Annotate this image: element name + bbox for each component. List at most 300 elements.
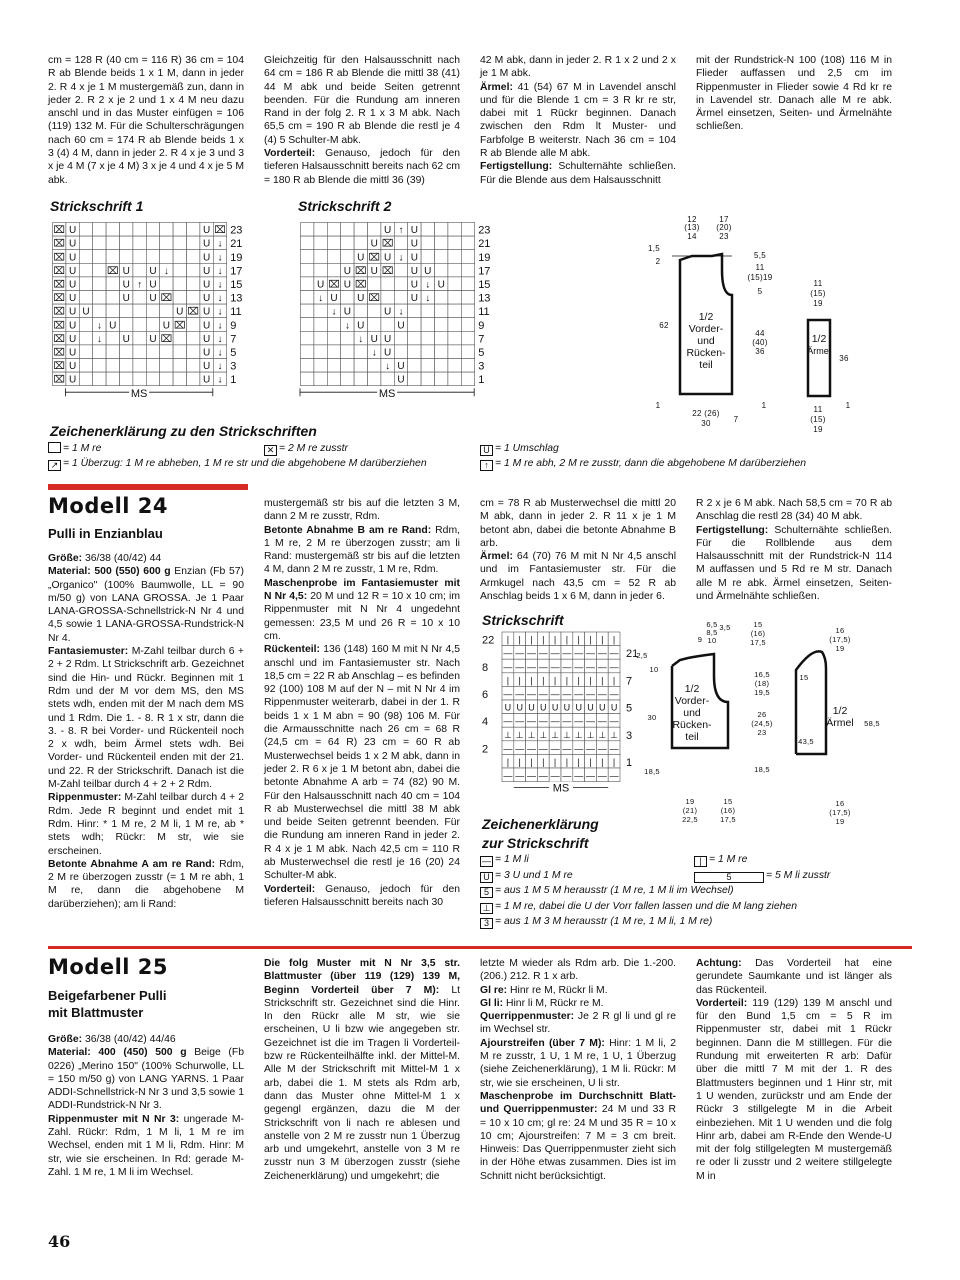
chart-cell	[461, 331, 474, 345]
chart-cell	[120, 304, 133, 318]
paragraph-label: Querrippenmuster:	[480, 1011, 575, 1023]
model24-col1	[48, 552, 244, 911]
stitch-symbol: ↓	[217, 306, 223, 318]
paragraph-label: Vorderteil:	[264, 883, 316, 895]
chart-cell	[381, 277, 394, 291]
stitch-symbol: U	[516, 702, 523, 713]
stitch-symbol: ⌧	[53, 225, 65, 237]
paragraph-label: Material: 500 (550) 600 g	[48, 566, 171, 578]
chart-cell	[173, 263, 186, 277]
chart-cell	[314, 250, 327, 264]
chart-cell	[160, 223, 173, 237]
stitch-symbol: ⌧	[214, 225, 226, 237]
stitch-symbol: —	[597, 648, 607, 659]
chart-cell	[435, 250, 448, 264]
chart-cell	[435, 223, 448, 237]
chart-cell	[408, 331, 421, 345]
dim-label: 7	[733, 415, 739, 424]
paragraph-label: Betonte Abnahme B am re Rand:	[264, 524, 432, 536]
stitch-symbol: —	[550, 743, 560, 754]
stitch-symbol: —	[562, 648, 572, 659]
row-number: 11	[230, 306, 242, 319]
paragraph-text: letzte M wieder als Rdm arb. Die 1.-200. (206.) 212. R 1 x arb.	[480, 958, 676, 983]
legend1-title: Zeichenerklärung zu den Strickschriften	[50, 423, 317, 439]
stitch-symbol: ↓	[217, 252, 223, 264]
dim-label: (15)	[810, 415, 826, 424]
legend-title-line: zur Strickschrift	[482, 835, 589, 851]
chart-cell	[120, 345, 133, 359]
chart-cell	[133, 250, 146, 264]
dim-label: 17,5	[720, 815, 736, 824]
chart-cell	[79, 236, 92, 250]
model24-col3	[480, 497, 676, 603]
stitch-symbol: U	[383, 225, 392, 237]
stitch-symbol: ⊥	[586, 729, 595, 740]
legend-item	[264, 442, 348, 456]
stitch-symbol: U	[410, 238, 419, 250]
row-number: 7	[478, 333, 485, 346]
stitch-symbol: U	[528, 702, 535, 713]
chart-cell	[448, 223, 461, 237]
stitch-symbol: —	[597, 716, 607, 727]
chart-cell	[187, 359, 200, 373]
chart-cell	[354, 345, 367, 359]
paragraph-label: Größe:	[48, 553, 83, 564]
paragraph	[264, 577, 460, 643]
chart-cell	[435, 345, 448, 359]
chart-cell	[133, 223, 146, 237]
stitch-symbol: U	[202, 238, 211, 250]
chart-cell	[301, 359, 314, 373]
chart-cell	[341, 291, 354, 305]
stitch-symbol: |	[506, 757, 510, 767]
chart-cell	[106, 359, 119, 373]
chart-cell	[301, 236, 314, 250]
k2tog-symbol: ✕	[264, 445, 277, 456]
chart-cell	[173, 359, 186, 373]
paragraph	[696, 957, 892, 997]
stitch-symbol: U	[202, 306, 211, 318]
chart-cell	[173, 345, 186, 359]
chart-cell	[146, 318, 159, 332]
paragraph-text: Schulternähte schließen. Für die Rollblende aus dem Halsausschnitt mit der Rundstrick-N 114 M auffassen und 5 Rd re M str. Danach alle M re abk. Ärmel einsetzen, Seiten- und Ärmelnähte schließen.	[696, 524, 892, 603]
stitch-symbol: U	[610, 702, 618, 713]
continued-text-col4	[696, 54, 892, 134]
row-number: 1	[478, 374, 485, 387]
dim-label: 2,5	[636, 651, 648, 660]
stitch-symbol: ⊥	[539, 729, 548, 740]
stitch-symbol: —	[503, 648, 513, 659]
stitch-symbol: U	[383, 347, 392, 359]
chart-cell	[368, 372, 381, 386]
stitch-symbol: U	[162, 320, 171, 332]
model25-title: Modell 25	[48, 955, 169, 979]
paragraph	[480, 1090, 676, 1183]
chart-cell	[106, 345, 119, 359]
chart-cell	[448, 345, 461, 359]
row-number: 4	[482, 716, 489, 729]
stitch-symbol: U	[149, 293, 157, 305]
dim-label: 1,5	[647, 244, 661, 253]
chart-cell	[354, 236, 367, 250]
dim-label: (16)	[720, 806, 736, 815]
model24-chart-title: Strickschrift	[482, 612, 564, 628]
legend-text: = 1 Umschlag	[495, 443, 559, 454]
chart-cell	[79, 359, 92, 373]
stitch-symbol: U	[410, 265, 419, 277]
repeat-label: MS	[552, 782, 570, 795]
stitch-symbol: ↓	[371, 347, 377, 359]
chart-cell	[461, 372, 474, 386]
stitch-symbol: ⌧	[355, 265, 367, 277]
legend-item	[694, 853, 747, 867]
chart-cell	[327, 372, 340, 386]
dim-label: 8,5	[706, 628, 718, 637]
page-number: 46	[48, 1232, 71, 1251]
stitch-symbol: U	[357, 320, 365, 332]
dim-label: 19,5	[754, 688, 770, 697]
label-vorderteil: Vorderteil:	[264, 148, 316, 160]
paragraph-text: M-Zahl teilbar durch 4 + 2 Rdm. Jede R beginnt und endet mit 1 Rdm. Hinr: * 1 M re, 2 M li, 1 M re, ab * stets wdh; Rückr: M str, wie sie erscheinen.	[48, 792, 244, 857]
chart-cell	[187, 291, 200, 305]
chart-cell	[79, 331, 92, 345]
stitch-symbol: U	[202, 374, 211, 386]
section-divider	[48, 484, 248, 490]
stitch-symbol: U	[343, 265, 352, 277]
stitch-symbol: —	[609, 770, 619, 781]
stitch-symbol: ⌧	[53, 293, 65, 305]
chart-cell	[394, 291, 407, 305]
stitch-symbol: |	[506, 675, 510, 686]
dim-label: (15)19	[747, 273, 773, 282]
model25-subtitle	[48, 987, 166, 1021]
row-number: 3	[626, 729, 633, 742]
paragraph	[480, 984, 676, 997]
chart-cell	[354, 372, 367, 386]
row-number: 21	[230, 238, 243, 251]
stitch-symbol: |	[506, 634, 510, 645]
stitch-symbol: —	[562, 661, 572, 672]
stitch-symbol: —	[527, 648, 536, 659]
stitch-symbol: U	[82, 306, 90, 318]
row-number: 22	[482, 634, 495, 647]
dim-label: 10	[707, 636, 717, 645]
legend-text: = aus 1 M 5 M herausstr (1 M re, 1 M li im Wechsel)	[495, 885, 734, 896]
stitch-symbol: —	[527, 689, 536, 699]
stitch-symbol: ↓	[96, 333, 102, 345]
dim-label: (40)	[752, 338, 768, 347]
stitch-symbol: —	[586, 648, 595, 659]
stitch-symbol: ⊥	[562, 729, 571, 740]
paragraph	[696, 524, 892, 604]
row-number: 1	[230, 374, 237, 387]
chart-cell	[327, 331, 340, 345]
chart-cell	[394, 277, 407, 291]
stitch-symbol: ↓	[425, 293, 431, 305]
stitch-symbol: ⌧	[381, 265, 394, 277]
chart-cell	[421, 318, 434, 332]
chart-cell	[341, 331, 354, 345]
knit-symbol	[48, 442, 61, 453]
model25-col3	[480, 957, 676, 1183]
chart-cell	[341, 345, 354, 359]
chart-cell	[461, 277, 474, 291]
knitting-chart-2	[300, 222, 510, 412]
chart-cell	[368, 277, 381, 291]
chart-grid	[53, 223, 227, 386]
chart-cell	[146, 304, 159, 318]
chart-cell	[106, 304, 119, 318]
legend-item	[48, 442, 101, 456]
chart-cell	[461, 250, 474, 264]
chart-cell	[187, 250, 200, 264]
paragraph-text: 36/38 (40/42) 44	[82, 553, 162, 564]
sk2p-symbol: ↑	[480, 460, 493, 471]
stitch-symbol: —	[586, 689, 595, 699]
stitch-symbol: U	[370, 265, 378, 277]
paragraph: mit der Rundstrick-N 100 (108) 116 M in Flieder auffassen und 2,5 cm im Rippenmuster in Flieder sowie 4 Rd kr re in Lavendel str. Danach alle M re abk. Ärmel einsetzen, Seiten- und Ärmelnähte schließen.	[696, 55, 892, 133]
row-number: 2	[482, 743, 489, 756]
stitch-symbol: —	[503, 743, 513, 754]
chart-cell	[435, 359, 448, 373]
dim-label: 19	[813, 425, 823, 434]
chart-cell	[421, 331, 434, 345]
stitch-symbol: |	[589, 634, 592, 645]
knitting-chart-model24	[480, 628, 639, 798]
stitch-symbol: ⌧	[53, 333, 65, 345]
dim-label: (20)	[716, 223, 732, 232]
stitch-symbol: —	[574, 689, 584, 699]
purl-symbol: —	[482, 856, 491, 866]
stitch-symbol: U	[109, 320, 117, 332]
yarn-over-symbol: U	[480, 445, 493, 456]
dim-label: 30	[701, 419, 711, 428]
stitch-symbol: |	[565, 757, 569, 767]
chart-cell	[133, 372, 146, 386]
stitch-symbol: U	[122, 279, 130, 291]
paragraph	[48, 645, 244, 791]
stitch-symbol: ⌧	[381, 238, 394, 250]
paragraph-text: mustergemäß str bis auf die letzten 3 M, dann 2 M re zusstr, Rdm.	[264, 498, 460, 523]
chart-cell	[461, 304, 474, 318]
stitch-symbol: —	[550, 716, 560, 727]
paragraph	[480, 957, 676, 984]
stitch-symbol: |	[577, 757, 580, 767]
stitch-symbol: U	[68, 265, 77, 277]
paragraph	[480, 1037, 676, 1090]
chart-cell	[173, 291, 186, 305]
legend-item	[480, 915, 712, 929]
chart-cell	[120, 318, 133, 332]
row-number: 6	[482, 689, 489, 701]
dim-label: 11	[755, 263, 765, 272]
chart-cell	[301, 372, 314, 386]
stitch-symbol: ↓	[217, 374, 223, 386]
paragraph: Schulternähte schließen. Für die Blende aus dem Halsausschnitt	[480, 161, 676, 186]
chart-cell	[408, 345, 421, 359]
stitch-symbol: U	[316, 279, 325, 291]
stitch-symbol: U	[370, 238, 378, 250]
p5tog-symbol: 5	[694, 872, 764, 883]
dim-label: 62	[659, 321, 669, 330]
chart-cell	[448, 291, 461, 305]
stitch-symbol: —	[586, 661, 595, 672]
label-aermel: Ärmel:	[480, 81, 513, 93]
chart-cell	[133, 331, 146, 345]
stitch-symbol: U	[68, 306, 77, 318]
paragraph	[264, 957, 460, 1183]
paragraph-text: 119 (129) 139 M anschl und für den Bund 1,5 cm = 5 R im Rippenmuster str, dabei mit 1 Rückr beginnen. Dann die M stilllegen. Für die Rundung mit erweiterten R arb: Dafür über die mittl 7 M mit der 1. R des Blattmusters beginnen und 1 Hinr str, mit 1 U wenden, zurückstr und am Ende der Rückr 3 stillgelegte M in die Arbeit einbeziehen. Mit 1 U wenden und die folg Hinr arb, dabei am R-Ende den Wende-U mit der folg stillgelegten M mustergemäß re oder li zusstr und 2 weitere stillgelegte M in	[696, 997, 892, 1182]
paragraph-text: Lt Strickschrift str. Gezeichnet sind die Hinr. In den Rückr alle M str, wie sie erscheinen, U li bzw wie angegeben str. Gezeichnet ist die im Tragen li Vorderteil- bzw re Rückenteilhälfte inkl. der Mittel-M. Alle M der Strickschrift mit Mittel-M 1 x arb, dabei die 1. M stets als Rdm arb, dann das Muster ohne Mittel-M 1 x gegengl ergänzen, dazu die M der Strickschrift von li nach re ablesen und anstelle von 2 M re zusstr nun 1 Überzug arb und umgekehrt, anstelle von 3 M re zusstr nun 3 M überzogen zusstr (siehe Zeichenerklärung) und umgekehrt; die	[264, 984, 460, 1182]
stitch-symbol: U	[68, 361, 77, 373]
stitch-symbol: U	[122, 293, 130, 305]
chart-cell	[133, 291, 146, 305]
paragraph	[264, 524, 460, 577]
stitch-symbol: U	[68, 293, 77, 305]
paragraph-label: Rückenteil:	[264, 644, 321, 656]
paragraph	[48, 565, 244, 645]
paragraph	[264, 643, 460, 882]
chart-cell	[106, 291, 119, 305]
paragraph	[480, 497, 676, 550]
paragraph	[480, 997, 676, 1010]
stitch-symbol: U	[68, 279, 77, 291]
chart-cell	[93, 304, 106, 318]
stitch-symbol: ⌧	[53, 374, 65, 386]
stitch-symbol: —	[538, 743, 548, 754]
chart-cell	[146, 223, 159, 237]
dim-label: 17,5	[750, 638, 766, 647]
chart-cell	[448, 359, 461, 373]
chart-cell	[408, 318, 421, 332]
knitting-chart-1	[52, 222, 262, 412]
dim-label: 19	[835, 644, 845, 653]
chart-cell	[106, 223, 119, 237]
chart-cell	[368, 359, 381, 373]
chart-cell	[314, 345, 327, 359]
dim-label: 36	[755, 347, 765, 356]
chart-cell	[421, 236, 434, 250]
stitch-symbol: U	[202, 333, 211, 345]
chart-cell	[120, 372, 133, 386]
row-number: 7	[626, 675, 633, 688]
dim-label: 5,5	[753, 251, 767, 260]
stitch-symbol: ⌧	[368, 293, 380, 305]
dim-label: 12	[687, 215, 697, 224]
legend-item	[480, 884, 734, 898]
paragraph-text: Rdm, 1 M re, 2 M re überzogen zusstr; am li Rand: mustergemäß str bis auf die letzten 4 M, dann 2 M re zusstr, 1 M re, Rdm.	[264, 524, 460, 576]
chart-cell	[368, 304, 381, 318]
piece-label: 1/2	[684, 683, 700, 695]
stitch-symbol: ↑	[398, 225, 404, 237]
paragraph-label: Betonte Abnahme A am re Rand:	[48, 858, 216, 870]
dim-label: 30	[647, 713, 657, 722]
stitch-symbol: —	[574, 661, 584, 672]
stitch-symbol: |	[577, 634, 580, 645]
chart-cell	[133, 318, 146, 332]
chart-cell	[173, 236, 186, 250]
paragraph-label: Vorderteil:	[696, 997, 748, 1009]
stitch-symbol: ↓	[96, 320, 102, 332]
paragraph-text: 24 M und 33 R = 10 x 10 cm; gl re: 24 M und 35 R = 10 x 10 cm; Ajourstreifen: 7 M = 3 cm breit. Hinweis: Das Querrippenmuster zieht sich in der Höhe etwas zusammen. Dies ist im Schnitt nicht berücksichtigt.	[480, 1104, 676, 1182]
chart-cell	[448, 331, 461, 345]
stitch-symbol: U	[504, 702, 512, 713]
chart-cell	[120, 359, 133, 373]
chart-cell	[173, 331, 186, 345]
chart-cell	[314, 263, 327, 277]
chart-cell	[187, 345, 200, 359]
stitch-symbol: ⌧	[355, 279, 367, 291]
legend-item	[480, 442, 559, 456]
stitch-symbol: |	[542, 675, 545, 686]
stitch-symbol: —	[538, 689, 548, 699]
chart-cell	[301, 304, 314, 318]
row-number: 19	[230, 251, 243, 264]
piece-label: Ärmel	[807, 346, 831, 356]
stitch-symbol: ↓	[163, 265, 169, 277]
legend-text: = 1 M re	[63, 443, 102, 454]
model24-col4	[696, 497, 892, 603]
stitch-symbol: —	[562, 689, 572, 699]
paragraph-label: Rippenmuster:	[48, 792, 122, 804]
legend-text: = 1 M re, dabei die U der Vorr fallen lassen und die M lang ziehen	[495, 901, 797, 912]
chart-cell	[421, 250, 434, 264]
row-number: 8	[482, 661, 489, 674]
paragraph-text: Hinr li M, Rückr re M.	[503, 997, 604, 1009]
chart-cell	[314, 359, 327, 373]
stitch-symbol: ⊥	[527, 729, 536, 740]
chart-cell	[93, 223, 106, 237]
stitch-symbol: U	[68, 238, 77, 250]
chart-cell	[93, 263, 106, 277]
chart-cell	[354, 359, 367, 373]
row-number: 19	[478, 251, 491, 264]
stitch-symbol: ↓	[217, 361, 223, 373]
paragraph	[48, 791, 244, 857]
chart-cell	[354, 304, 367, 318]
paragraph-text: M-Zahl teilbar durch 6 + 2 + 2 Rdm. Lt Strickschrift arb. Gezeichnet sind die Hin- und Rückr. Beginnen mit 1 Rdm und der M vor dem MS, den MS stets wdh, enden mit der M nach dem MS und 1 Rdm. Die 1. - 8. R 1 x str, dann die 3. - 8. R bei Vorder- und Rückenteil noch 2 x wdh, beim Ärmel stets wdh. Bei Vorder- und Rückenteil enden mit der 21. und 22. R der Strickschrift. Danach ist die M-Zahl teilbar durch 4 + 2 + 2 Rdm.	[48, 646, 244, 791]
chart-cell	[341, 372, 354, 386]
stitch-symbol: U	[397, 320, 405, 332]
chart-cell	[448, 318, 461, 332]
chart-cell	[79, 345, 92, 359]
dim-label: 15	[723, 797, 733, 806]
chart-cell	[435, 263, 448, 277]
paragraph-label: Ärmel:	[480, 551, 513, 563]
chart-cell	[435, 236, 448, 250]
chart-cell	[435, 331, 448, 345]
paragraph-text: 136 (148) 160 M mit N Nr 4,5 anschl und im Fantasiemuster str. Nach 18,5 cm = 22 R ab Anschlag – es befinden 92 (100) 108 M auf der N – mit N Nr 4 im Rippenmuster weiterarb, dabei in der 1. R beids 1 x 1 M abn = 90 (98) 106 M. Für die Armausschnitte nach 26 cm = 68 R (24,5 cm = 64 R) 23 cm = 60 R ab Musterwechsel beids 1 x 2 M abk, dann in jeder 2. R 6 x je 1 M betont abn, dabei die betonte Abnahme A arb = 74 (82) 90 M. Für den Halsausschnitt nach 40 cm = 104 R ab Musterwechsel die mittl 38 M abk und beide Seiten getrennt beenden. Für die Rundung am inneren Rand in jeder 2. R 4 x je 1 M abk. Nach 42,5 cm = 110 R ab Musterwechsel die restl je 16 (20) 24 Schulter-M abk.	[264, 644, 460, 882]
model24-legend-title	[482, 815, 599, 853]
stitch-symbol: U	[68, 374, 77, 386]
chart-cell	[421, 372, 434, 386]
chart-grid	[301, 223, 475, 386]
stitch-symbol: |	[553, 634, 557, 645]
legend-text: = 1 M re abh, 2 M re zusstr, dann die abgehobene M darüberziehen	[495, 458, 807, 469]
stitch-symbol: ⊥	[610, 729, 619, 740]
stitch-symbol: U	[330, 293, 338, 305]
paragraph-label: Material: 400 (450) 500 g	[48, 1047, 187, 1059]
paragraph	[696, 497, 892, 524]
stitch-symbol: ⌧	[368, 252, 380, 264]
stitch-symbol: ↓	[425, 279, 431, 291]
chart-cell	[394, 263, 407, 277]
chart-cell	[187, 236, 200, 250]
chart-cell	[435, 372, 448, 386]
dim-label: 26	[757, 710, 767, 719]
stitch-symbol: |	[612, 675, 616, 686]
legend-text: = 2 M re zusstr	[279, 443, 349, 454]
